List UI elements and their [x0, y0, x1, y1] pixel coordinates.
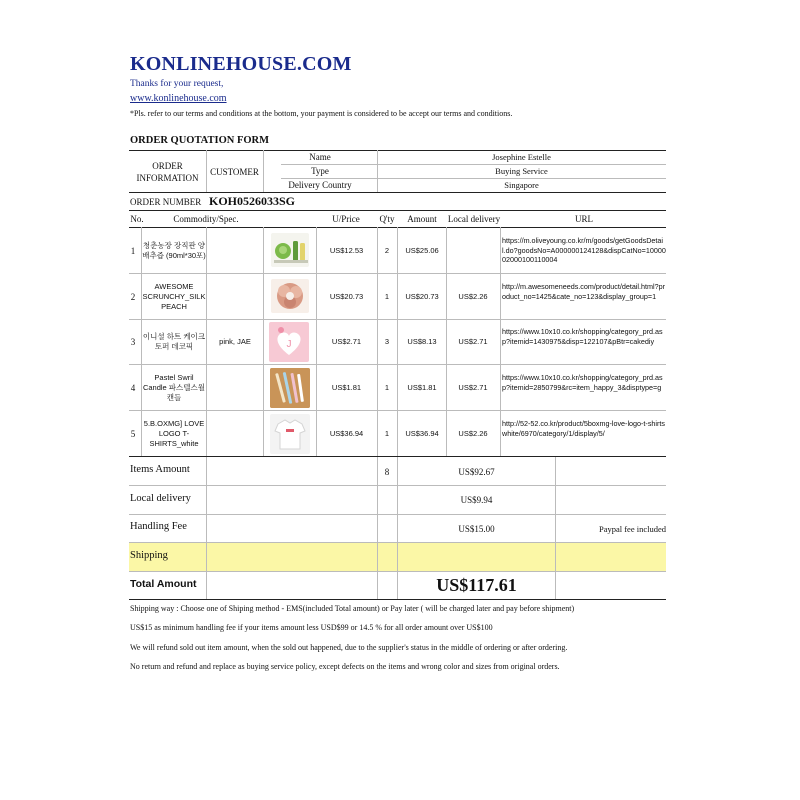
- row-amount: US$1.81: [407, 382, 437, 392]
- row-name: Pastel Swril Candle 파스텔스월캔들: [142, 372, 206, 402]
- company-logo: KONLINEHOUSE.COM: [130, 53, 352, 75]
- row-spec: pink, JAE: [219, 337, 251, 346]
- row-url[interactable]: http://52-52.co.kr/product/5boxmg-love-logo-t-shirtswhite/6970/category/1/display/5/: [502, 419, 665, 438]
- row-qty: 3: [384, 337, 390, 346]
- col-qty-header: Q'ty: [379, 214, 395, 224]
- shipping-label: Shipping: [130, 550, 168, 561]
- row-price: US$1.81: [331, 382, 362, 392]
- row-amount: US$8.13: [407, 337, 437, 346]
- row-spec: [207, 411, 263, 456]
- row-no: 3: [130, 337, 136, 347]
- row-name: 이니셜 하트 케이크토퍼 데코픽: [142, 332, 206, 351]
- green-juice-bottles-image: [271, 233, 309, 267]
- heart-cake-topper-image: [269, 322, 309, 362]
- row-price: US$36.94: [329, 428, 364, 438]
- footer-note-return: No return and refund and replace as buying service policy, except defects on the items and wrong color and sizes from original orders.: [130, 662, 560, 671]
- row-url[interactable]: https://www.10x10.co.kr/shopping/category_prd.asp?itemid=2850799&rc=item_happy_3&disptype=g: [502, 373, 663, 392]
- row-local-delivery: US$2.26: [458, 291, 488, 301]
- row-price: US$20.73: [329, 291, 364, 301]
- row-qty: 2: [384, 245, 390, 255]
- row-no: 5: [130, 428, 136, 439]
- col-price-header: U/Price: [332, 214, 360, 224]
- row-qty: 1: [384, 291, 390, 301]
- row-name: 5.B.OXMG] LOVE LOGO T-SHIRTS_white: [143, 418, 205, 448]
- handling-fee-label: Handling Fee: [130, 521, 187, 532]
- row-spec: [207, 365, 263, 410]
- total-amount: US$117.61: [436, 575, 517, 595]
- local-delivery-total: US$9.94: [460, 495, 493, 505]
- delivery-country-value: Singapore: [504, 180, 539, 190]
- footer-note-shipping: Shipping way : Choose one of Shiping method - EMS(included Total amount) or Pay later ( will be charged later and pay before shipment): [130, 604, 575, 613]
- row-qty: 1: [384, 428, 390, 438]
- col-commodity-header: Commodity/Spec.: [173, 214, 239, 224]
- items-qty: 8: [384, 466, 390, 477]
- order-number: KOH0526033SG: [209, 194, 296, 208]
- row-local-delivery: US$2.26: [458, 428, 488, 438]
- local-delivery-label: Local delivery: [130, 493, 191, 504]
- row-no: 2: [130, 291, 136, 302]
- col-no-header: No.: [130, 214, 144, 224]
- row-price: US$12.53: [329, 245, 364, 255]
- type-label: Type: [311, 166, 329, 176]
- row-url[interactable]: https://m.oliveyoung.co.kr/m/goods/getGoodsDetail.do?goodsNo=A000000124128&dispCatNo=1000002000100110004: [502, 236, 666, 265]
- row-local-delivery: [446, 228, 500, 273]
- row-name: 청춘농장 장직판 양배추즙 (90ml*30포): [142, 240, 206, 260]
- order-number-label: ORDER NUMBER: [130, 197, 202, 207]
- footer-note-refund: We will refund sold out item amount, when the sold out happened, due to the supplier's status in the middle of ordering or after ordering.: [130, 643, 568, 652]
- row-amount: US$20.73: [405, 291, 439, 301]
- customer-label: CUSTOMER: [210, 166, 259, 177]
- website-link[interactable]: www.konlinehouse.com: [130, 93, 227, 104]
- white-tshirt-image: [270, 414, 310, 454]
- row-url[interactable]: http://m.awesomeneeds.com/product/detail.html?product_no=1425&cate_no=123&display_group=1: [502, 282, 665, 301]
- thanks-text: Thanks for your request,: [130, 79, 224, 89]
- form-title: ORDER QUOTATION FORM: [130, 135, 270, 146]
- row-no: 1: [130, 245, 136, 256]
- handling-fee: US$15.00: [458, 523, 495, 534]
- footer-note-handling: US$15 as minimum handling fee if your items amount less USD$99 or 14.5 % for all order amount over US$100: [130, 623, 493, 632]
- row-url[interactable]: https://www.10x10.co.kr/shopping/category_prd.asp?itemid=1430975&disp=122107&pBtr=cakediy: [502, 327, 663, 346]
- row-price: US$2.71: [331, 337, 362, 346]
- col-url-header: URL: [575, 214, 593, 224]
- delivery-country-label: Delivery Country: [288, 180, 352, 190]
- row-local-delivery: US$2.71: [458, 382, 488, 392]
- handling-note: Paypal fee included: [598, 523, 666, 534]
- row-spec: [207, 228, 263, 273]
- items-amount-label: Items Amount: [130, 464, 190, 475]
- peach-scrunchie-image: [271, 279, 309, 313]
- type-value: Buying Service: [495, 166, 548, 176]
- svg-text:J: J: [286, 339, 292, 350]
- order-info-label: ORDER INFORMATION: [136, 160, 199, 183]
- pastel-swirl-candles-image: [270, 368, 310, 408]
- row-name: AWESOME SCRUNCHY_SILK PEACH: [142, 281, 206, 311]
- items-amount: US$92.67: [458, 466, 495, 477]
- row-amount: US$36.94: [405, 428, 439, 438]
- row-local-delivery: US$2.71: [458, 337, 488, 346]
- row-qty: 1: [384, 382, 390, 392]
- total-amount-label: Total Amount: [130, 578, 197, 590]
- col-local-header: Local delivery: [447, 214, 501, 224]
- terms-notice: *Pls. refer to our terms and conditions at the bottom, your payment is considered to be accept our terms and conditions.: [130, 109, 513, 118]
- name-label: Name: [309, 152, 331, 162]
- row-amount: US$25.06: [405, 245, 439, 255]
- row-spec: [207, 274, 263, 319]
- col-amount-header: Amount: [407, 214, 437, 224]
- name-value: Josephine Estelle: [492, 152, 551, 162]
- row-no: 4: [130, 382, 136, 393]
